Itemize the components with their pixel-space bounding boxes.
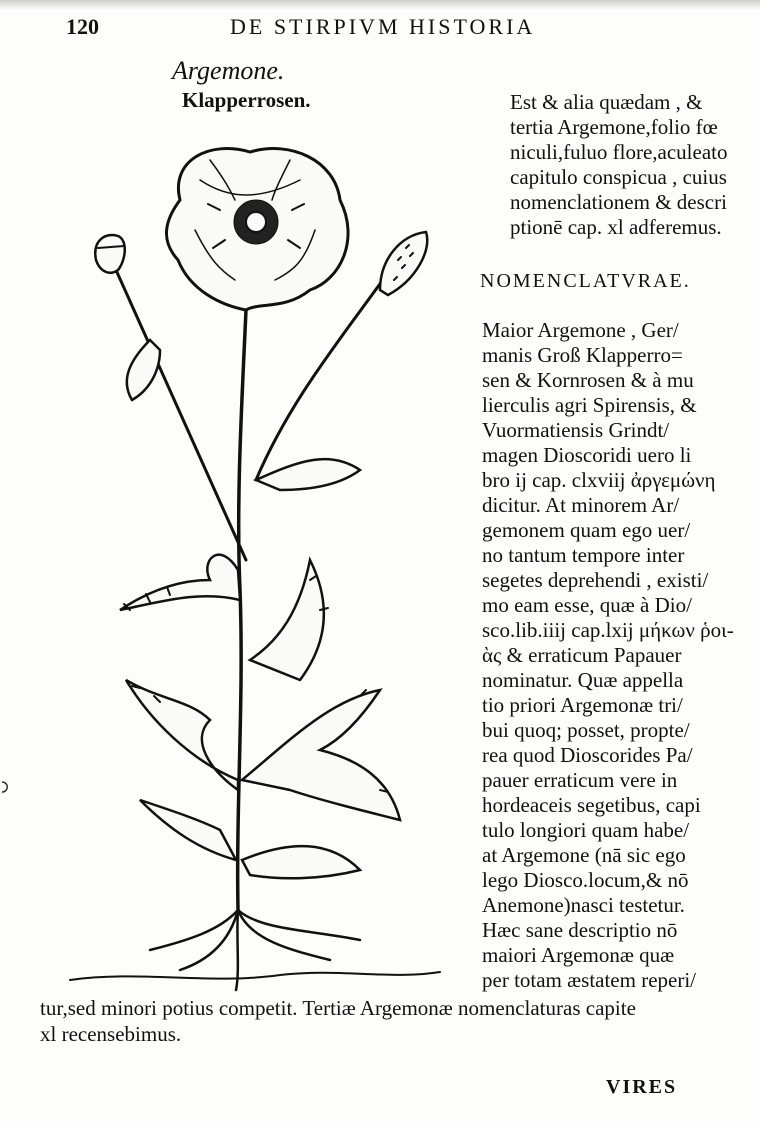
text-line: hordeaceis segetibus, capi (482, 793, 701, 817)
intro-line: tertia Argemone,folio fœ (510, 115, 718, 139)
text-line: lego Diosco.locum,& nō (482, 868, 689, 892)
ground-line (70, 972, 440, 980)
leaf-lower-left (126, 680, 238, 790)
section-heading: NOMENCLATVRAE. (480, 270, 691, 292)
leaf-bottom-left (140, 800, 236, 860)
text-line: at Argemone (nā sic ego (482, 843, 686, 867)
poppy-woodcut-illustration (60, 140, 470, 1000)
text-line: tulo longiori quam habe/ (482, 818, 690, 842)
full-width-paragraph (40, 996, 740, 1056)
page-top-edge (0, 0, 760, 10)
text-line: sco.lib.iiij cap.lxij μήκων ῥοι- (482, 618, 734, 642)
leaf-upper-left (120, 555, 240, 610)
text-line: magen Dioscoridi uero li (482, 443, 692, 467)
text-line: manis Groß Klapperro= (482, 343, 683, 367)
leaf-upper-right (256, 459, 360, 490)
text-line: segetes deprehendi , existi/ (482, 568, 709, 592)
running-head: DE STIRPIVM HISTORIA (230, 14, 536, 39)
left-branch (116, 270, 246, 560)
leaf-bottom-right (242, 846, 360, 878)
text-line: bro ij cap. clxviij ἀργεμώνη (482, 468, 716, 492)
main-stem (238, 310, 246, 910)
leaf-small-left (127, 340, 160, 400)
intro-line: ptionē cap. xl adferemus. (510, 215, 722, 239)
intro-line: nomenclationem & descri (510, 190, 727, 214)
catchword: VIRES (606, 1076, 678, 1098)
intro-paragraph (510, 90, 760, 250)
text-line: maiori Argemonæ quæ (482, 943, 675, 967)
text-line: sen & Kornrosen & à mu (482, 368, 694, 392)
text-line: ὰς & erraticum Papauer (482, 643, 682, 667)
text-line: no tantum tempore inter (482, 543, 685, 567)
text-line: rea quod Dioscorides Pa/ (482, 743, 693, 767)
text-line: Vuormatiensis Grindt/ (482, 418, 670, 442)
text-line: gemonem quam ego uer/ (482, 518, 691, 542)
intro-line: capitulo conspicua , cuius (510, 165, 727, 189)
right-bud-icon (380, 232, 427, 295)
leaf-lower-right (242, 690, 400, 820)
text-line: dicitur. At minorem Ar/ (482, 493, 680, 517)
plant-subtitle: Klapperrosen. (182, 88, 311, 112)
bottom-line: tur,sed minori potius competit. Tertiæ Argemonæ nomenclaturas capite (40, 996, 636, 1020)
text-line: pauer erraticum vere in (482, 768, 678, 792)
bottom-line: xl recensebimus. (40, 1022, 182, 1046)
intro-line: niculi,fuluo flore,aculeato (510, 140, 728, 164)
main-flower-icon (166, 149, 348, 310)
plant-title: Argemone. (172, 56, 285, 85)
text-line: tio priori Argemonæ tri/ (482, 693, 683, 717)
text-line: mo eam esse, quæ à Dio/ (482, 593, 692, 617)
margin-mark (0, 780, 12, 794)
text-line: Anemone)nasci testetur. (482, 893, 685, 917)
text-line: lierculis agri Spirensis, & (482, 393, 697, 417)
text-line: nominatur. Quæ appella (482, 668, 684, 692)
page-number: 120 (66, 14, 99, 39)
text-line: per totam æstatem reperi/ (482, 968, 697, 992)
intro-line: Est & alia quædam , & (510, 90, 703, 114)
seed-pod-icon (95, 235, 124, 273)
text-line: Maior Argemone , Ger/ (482, 318, 679, 342)
text-line: Hæc sane descriptio nō (482, 918, 678, 942)
nomenclature-paragraph (482, 318, 760, 1008)
text-line: bui quoq; posset, propte/ (482, 718, 690, 742)
